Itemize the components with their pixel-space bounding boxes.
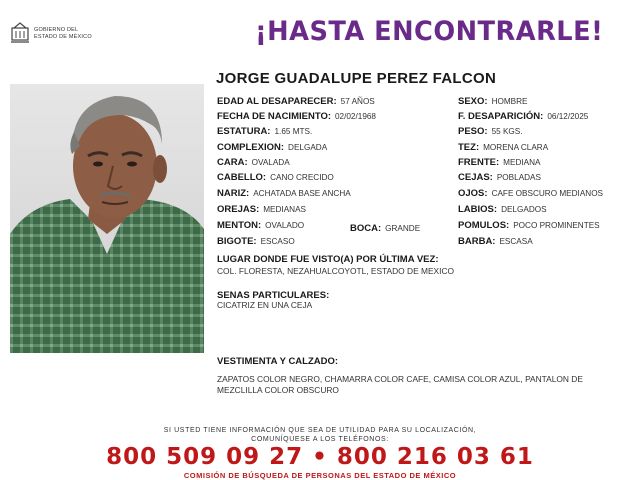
field-value: 02/02/1968 [335,112,376,121]
clothing-value: ZAPATOS COLOR NEGRO, CHAMARRA COLOR CAFE, CAMISA COLOR AZUL, PANTALON DE MEZCLILLA COLOR OBSCURO [217,374,583,395]
field-value: MEDIANAS [263,205,306,214]
field-value: DELGADOS [501,205,547,214]
field-nariz [217,188,351,199]
field-cara [217,157,290,168]
field-label: ESTATURA: [217,126,271,137]
field-value: CANO CRECIDO [270,173,334,182]
field-value: OVALADO [265,221,305,230]
field-cejas [458,172,541,183]
field-label: PESO: [458,126,488,137]
field-pomulos [458,220,600,231]
headline: ¡HASTA ENCONTRARLE! [255,16,604,47]
last-seen-label: LUGAR DONDE FUE VISTO(A) POR ÚLTIMA VEZ: [217,254,439,265]
field-menton [217,220,304,231]
field-barba [458,236,533,247]
last-seen-value: COL. FLORESTA, NEZAHUALCOYOTL, ESTADO DE MEXICO [217,266,455,276]
field-value: HOMBRE [491,97,528,106]
field-value: GRANDE [385,224,421,233]
field-fecha-desaparicion [458,111,588,122]
field-value: DELGADA [288,143,328,152]
field-label: OJOS: [458,188,488,199]
field-sexo [458,96,528,107]
field-tez [458,142,548,153]
field-frente [458,157,540,168]
field-edad [217,96,375,107]
commission-name: COMISIÓN DE BÚSQUEDA DE PERSONAS DEL ESTADO DE MÉXICO [183,471,457,480]
field-label: CARA: [217,157,248,168]
field-label: FRENTE: [458,157,500,168]
contact-line-2: COMUNÍQUESE A LOS TELÉFONOS: [251,436,389,443]
contact-instructions [0,426,640,444]
field-label: NARIZ: [217,188,250,199]
logo-line-1: GOBIERNO DEL [34,27,79,33]
field-ojos [458,188,603,199]
marks-value: CICATRIZ EN UNA CEJA [217,300,313,310]
phone-numbers: 800 509 09 27 • 800 216 03 61 [106,444,534,470]
field-complexion [217,142,327,153]
state-emblem-icon [10,22,30,44]
field-label: TEZ: [458,142,480,153]
field-fecha-nacimiento [217,111,376,122]
field-value: MORENA CLARA [483,143,549,152]
field-value: MEDIANA [503,158,541,167]
field-label: BIGOTE: [217,236,257,247]
person-name: JORGE GUADALUPE PEREZ FALCON [216,70,497,87]
portrait-illustration [10,84,204,353]
field-labios [458,204,547,215]
field-orejas [217,204,306,215]
field-value: OVALADA [251,158,290,167]
field-label: CABELLO: [217,172,267,183]
field-label: OREJAS: [217,204,260,215]
field-value: POCO PROMINENTES [513,221,600,230]
contact-line-1: SI USTED TIENE INFORMACIÓN QUE SEA DE UTILIDAD PARA SU LOCALIZACIÓN, [163,427,477,434]
field-label: LABIOS: [458,204,498,215]
field-label: EDAD AL DESAPARECER: [217,96,337,107]
field-label: FECHA DE NACIMIENTO: [217,111,331,122]
field-bigote [217,236,295,247]
field-label: BARBA: [458,236,496,247]
marks-label: SENAS PARTICULARES: [217,290,330,301]
field-value: CAFE OBSCURO MEDIANOS [491,189,604,198]
field-value: 55 KGS. [491,127,523,136]
field-label: MENTON: [217,220,262,231]
field-value: 1.65 MTS. [274,127,313,136]
government-logo [10,22,120,44]
person-photo [10,84,204,353]
field-value: ESCASO [260,237,295,246]
field-value: 57 AÑOS [340,97,375,106]
field-label: SEXO: [458,96,488,107]
logo-line-2: ESTADO DE MÉXICO [34,33,92,40]
field-label: COMPLEXION: [217,142,285,153]
field-value: POBLADAS [496,173,541,182]
field-value: ESCASA [499,237,533,246]
field-label: F. DESAPARICIÓN: [458,111,544,122]
field-value: ACHATADA BASE ANCHA [253,189,351,198]
field-cabello [217,172,334,183]
field-estatura [217,126,312,137]
field-label: CEJAS: [458,172,493,183]
field-boca [350,223,420,234]
field-value: 06/12/2025 [547,112,589,121]
field-label: BOCA: [350,223,382,234]
clothing-label: VESTIMENTA Y CALZADO: [217,356,339,367]
field-peso [458,126,523,137]
field-label: POMULOS: [458,220,510,231]
